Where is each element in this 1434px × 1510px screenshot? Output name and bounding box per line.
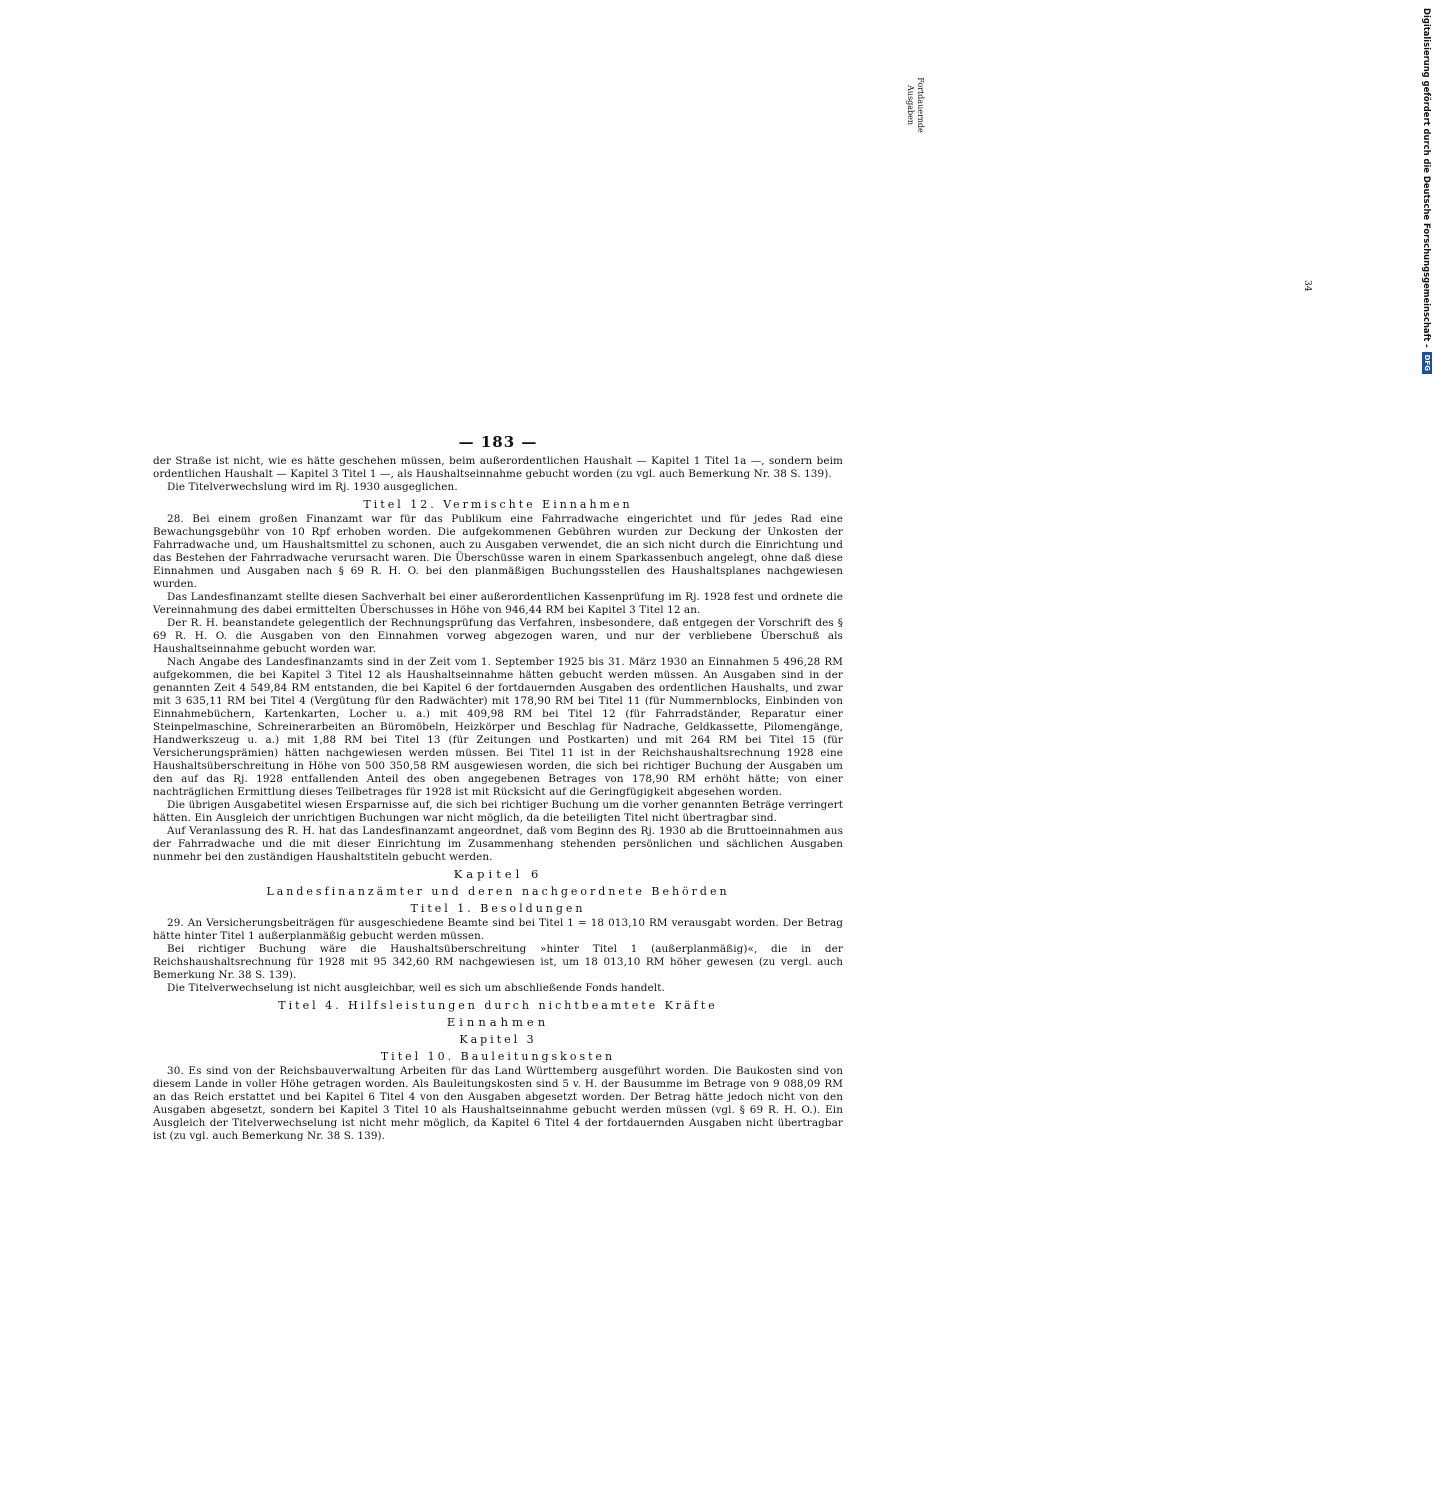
page-content <box>113 430 873 1510</box>
paragraph-29-c: Die Titelverwechselung ist nicht ausgleichbar, weil es sich um abschließende Fonds handelt. <box>167 982 665 994</box>
heading-kapitel-3: Kapitel 3 <box>459 1033 537 1046</box>
paragraph-28-b: Das Landesfinanzamt stellte diesen Sachverhalt bei einer außerordentlichen Kassenprüfung im Rj. 1928 fest und ordnete die Vereinnahmung des dabei ermittelten Überschusses in Höhe von 946,44 RM bei Kapitel 3 Titel 12 an. <box>153 591 843 616</box>
footer-page-number: 34 <box>1302 280 1312 292</box>
paragraph-28-e: Die übrigen Ausgabetitel wiesen Ersparnisse auf, die sich bei richtiger Buchung um die vorher genannten Beträge verringert hätten. Ein Ausgleich der unrichtigen Buchungen war nicht möglich, da die beteiligten Titel nicht übertragbar sind. <box>153 799 843 824</box>
page-number: — 183 — <box>458 433 538 451</box>
heading-kapitel-6: Kapitel 6 <box>453 867 543 881</box>
document-page <box>113 430 1193 1190</box>
heading-titel-1: Titel 1. Besoldungen <box>410 902 586 915</box>
credit-text: Digitalisierung gefördert durch die Deutsche Forschungsgemeinschaft - <box>1422 8 1432 348</box>
paragraph-30: 30. Es sind von der Reichsbauverwaltung Arbeiten für das Land Württemberg ausgeführt worden. Die Baukosten sind von diesem Lande in voller Höhe getragen worden. Als Bauleitungskosten sind 5 v. H. der Bausumme im Betrage von 9 088,09 RM an das Reich erstattet und bei Kapitel 6 Titel 4 von den Ausgaben abgesetzt worden. Der Betrag hätte jedoch nicht von den Ausgaben abgesetzt, sondern bei Kapitel 3 Titel 10 als Haushaltseinnahme gebucht werden müssen (vgl. § 69 R. H. O.). Ein Ausgleich der Titelverwechselung ist nicht mehr möglich, da Kapitel 6 Titel 4 der fortdauernden Ausgaben nicht übertragbar ist (zu vgl. auch Bemerkung Nr. 38 S. 139). <box>153 1065 843 1142</box>
page-upright <box>113 430 873 1510</box>
paragraph-28-c: Der R. H. beanstandete gelegentlich der Rechnungsprüfung das Verfahren, insbesondere, daß entgegen der Vorschrift des § 69 R. H. O. die Ausgaben von den Einnahmen vorweg abgezogen waren, und nur der verbliebene Überschuß als Haushaltseinnahme gebucht worden war. <box>153 617 843 655</box>
heading-titel-4: Titel 4. Hilfsleistungen durch nichtbeamtete Kräfte <box>278 999 718 1012</box>
heading-landesfinanzaemter: Landesfinanzämter und deren nachgeordnete Behörden <box>266 885 730 898</box>
paragraph-28-f: Auf Veranlassung des R. H. hat das Landesfinanzamt angeordnet, daß vom Beginn des Rj. 1930 ab die Bruttoeinnahmen aus der Fahrradwache und die mit dieser Einrichtung im Zusammenhang stehenden persönlichen und sächlichen Ausgaben nunmehr bei den zuständigen Haushaltstiteln gebucht werden. <box>153 825 843 863</box>
paragraph-28-d: Nach Angabe des Landesfinanzamts sind in der Zeit vom 1. September 1925 bis 31. März 1930 an Einnahmen 5 496,28 RM aufgekommen, die bei Kapitel 3 Titel 12 als Haushaltseinnahme hätten gebucht werden müssen. An Ausgaben sind in der genannten Zeit 4 549,84 RM entstanden, die bei Kapitel 6 der fortdauernden Ausgaben des ordentlichen Haushalts, und zwar mit 3 635,11 RM bei Titel 4 (Vergütung für den Radwächter) mit 178,90 RM bei Titel 11 (für Nummernblocks, Einbinden von Einnahmebüchern, Kartenkarten, Locher u. a.) mit 409,98 RM bei Titel 12 (für Fahrradständer, Reparatur einer Steinpelmaschine, Schreinerarbeiten an Büromöbeln, Heizkörper und Beschlag für Nadrache, Geldkassette, Pilomengänge, Handwerkszeug u. a.) mit 1,88 RM bei Titel 13 (für Zeitungen und Postkarten) und mit 264 RM bei Titel 15 (für Versicherungsprämien) hätten nachgewiesen werden müssen. Bei Titel 11 ist in der Reichshaushaltsrechnung 1928 eine Haushaltsüberschreitung in Höhe von 500 350,58 RM ausgewiesen worden, die sich bei richtiger Buchung der Ausgaben um den auf das Rj. 1928 entfallenden Anteil des oben angegebenen Betrages von 178,90 RM erhöht hätte; von einer nachträglichen Ermittlung dieses Teilbetrages für 1928 ist mit Rücksicht auf die Geringfügigkeit abgesehen worden. <box>153 656 843 798</box>
heading-titel-10: Titel 10. Bauleitungskosten <box>380 1050 616 1063</box>
paragraph-2: Die Titelverwechslung wird im Rj. 1930 ausgeglichen. <box>167 481 458 493</box>
dfg-logo: DFG <box>1422 352 1432 374</box>
heading-einnahmen: Einnahmen <box>446 1015 550 1029</box>
paragraph-1: der Straße ist nicht, wie es hätte geschehen müssen, beim außerordentlichen Haushalt — Kapitel 1 Titel 1a —, sondern beim ordentlichen Haushalt — Kapitel 3 Titel 1 —, als Haushaltseinnahme gebucht worden (zu vgl. auch Bemerkung Nr. 38 S. 139). <box>153 455 843 480</box>
paragraph-28: 28. Bei einem großen Finanzamt war für das Publikum eine Fahrradwache eingerichtet und für jedes Rad eine Bewachungsgebühr von 10 Rpf erhoben worden. Die aufgekommenen Gebühren wurden zur Deckung der Unkosten der Fahrradwache und, um Haushaltsmittel zu schonen, auch zu Ausgaben verwendet, die an sich nicht durch die Einrichtung und das Bestehen der Fahrradwache verursacht waren. Die Überschüsse waren in einem Sparkassenbuch angelegt, ohne daß diese Einnahmen und Ausgaben nach § 69 R. H. O. bei den planmäßigen Buchungsstellen des Haushaltsplanes nachgewiesen wurden. <box>153 513 843 590</box>
paragraph-29: 29. An Versicherungsbeiträgen für ausgeschiedene Beamte sind bei Titel 1 = 18 013,10 RM verausgabt worden. Der Betrag hätte hinter Titel 1 außerplanmäßig gebucht werden müssen. <box>153 917 843 942</box>
digitization-credit <box>1420 8 1434 398</box>
heading-titel-12: Titel 12. Vermischte Einnahmen <box>363 498 633 511</box>
margin-note: Fortdauernde Ausgaben <box>906 77 925 133</box>
paragraph-29-b: Bei richtiger Buchung wäre die Haushaltsüberschreitung »hinter Titel 1 (außerplanmäßig)«, die in der Reichshaushaltsrechnung für 1928 mit 95 342,60 RM nachgewiesen ist, um 18 013,10 RM höher gewesen (zu vergl. auch Bemerkung Nr. 38 S. 139). <box>153 943 843 981</box>
